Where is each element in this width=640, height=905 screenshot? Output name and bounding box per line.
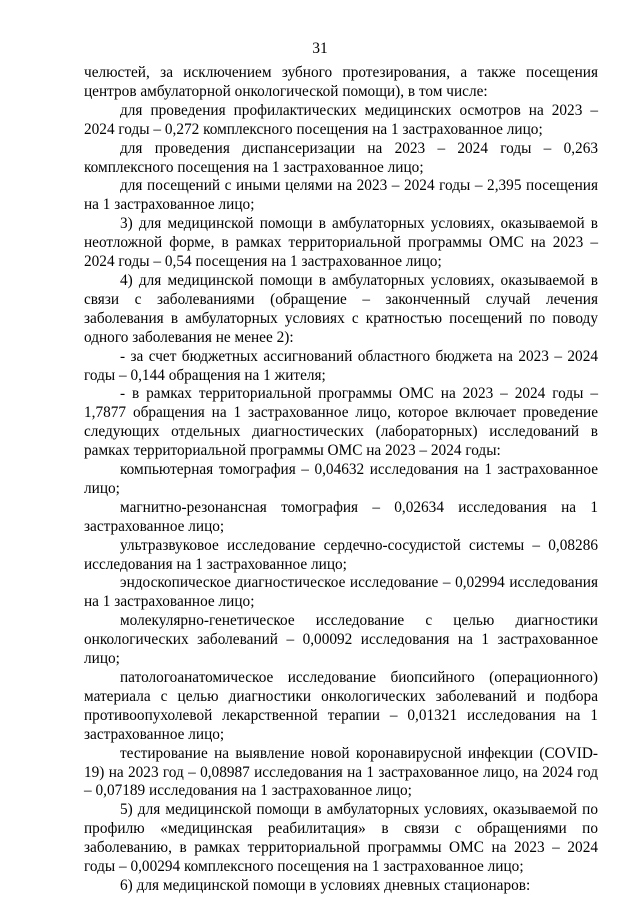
paragraph-oms-program: - в рамках территориальной программы ОМС на 2023 – 2024 годы – 1,7877 обращения на 1 застрахованное лицо, которое включает проведение следующих отдельных диагностических (лабораторных) исследований в рамках территориальной программы ОМС на 2023 – 2024 годы: <box>84 385 598 460</box>
paragraph-regional-budget: - за счет бюджетных ассигнований областного бюджета на 2023 – 2024 годы – 0,144 обращения на 1 жителя; <box>84 347 598 384</box>
document-body <box>84 64 598 896</box>
paragraph-item-6: 6) для медицинской помощи в условиях дневных стационаров: <box>120 876 531 894</box>
paragraph-mri: магнитно-резонансная томография – 0,02634 исследования на 1 застрахованное лицо; <box>84 498 598 535</box>
paragraph-pathology: патологоанатомическое исследование биопсийного (операционного) материала с целью диагностики онкологических заболеваний и подбора противоопухолевой лекарственной терапии – 0,01321 исследования на 1 застрахованное лицо; <box>84 669 598 743</box>
paragraph-item-5: 5) для медицинской помощи в амбулаторных условиях, оказываемой по профилю «медицинская реабилитация» в связи с обращениями по заболеванию, в рамках территориальной программы ОМС на 2023 – 2024 годы – 0,00294 комплексного посещения на 1 застрахованное лицо; <box>84 801 598 876</box>
paragraph-ct: компьютерная томография – 0,04632 исследования на 1 застрахованное лицо; <box>84 461 598 497</box>
paragraph-ultrasound: ультразвуковое исследование сердечно-сосудистой системы – 0,08286 исследования на 1 застрахованное лицо; <box>84 536 598 573</box>
paragraph-preventive-exams: для проведения профилактических медицинских осмотров на 2023 – 2024 годы – 0,272 комплексного посещения на 1 застрахованное лицо; <box>84 101 598 138</box>
paragraph-dispensarization: для проведения диспансеризации на 2023 – 2024 годы – 0,263 комплексного посещения на 1 застрахованное лицо; <box>84 139 598 176</box>
paragraph-other-visits: для посещений с иными целями на 2023 – 2024 годы – 2,395 посещения на 1 застрахованное лицо; <box>84 177 598 214</box>
paragraph-item-3: 3) для медицинской помощи в амбулаторных условиях, оказываемой в неотложной форме, в рамках территориальной программы ОМС на 2023 – 2024 годы – 0,54 посещения на 1 застрахованное лицо; <box>84 215 598 271</box>
paragraph-molecular-genetic: молекулярно-генетическое исследование с целью диагностики онкологических заболеваний – 0,00092 исследования на 1 застрахованное лицо; <box>84 612 598 668</box>
page-number: 31 <box>312 40 328 57</box>
paragraph-item-4: 4) для медицинской помощи в амбулаторных условиях, оказываемой в связи с заболеваниями (обращение – законченный случай лечения заболевания в амбулаторных условиях с кратностью посещений по поводу одного заболевания не менее 2): <box>84 271 598 346</box>
paragraph-endoscopy: эндоскопическое диагностическое исследование – 0,02994 исследования на 1 застрахованное лицо; <box>84 574 598 611</box>
paragraph-continuation: челюстей, за исключением зубного протезирования, а также посещения центров амбулаторной онкологической помощи), в том числе: <box>84 64 598 100</box>
paragraph-covid-testing: тестирование на выявление новой коронавирусной инфекции (COVID-19) на 2023 год – 0,08987 исследования на 1 застрахованное лицо, на 2024 год – 0,07189 исследования на 1 застрахованное лицо; <box>84 744 598 800</box>
